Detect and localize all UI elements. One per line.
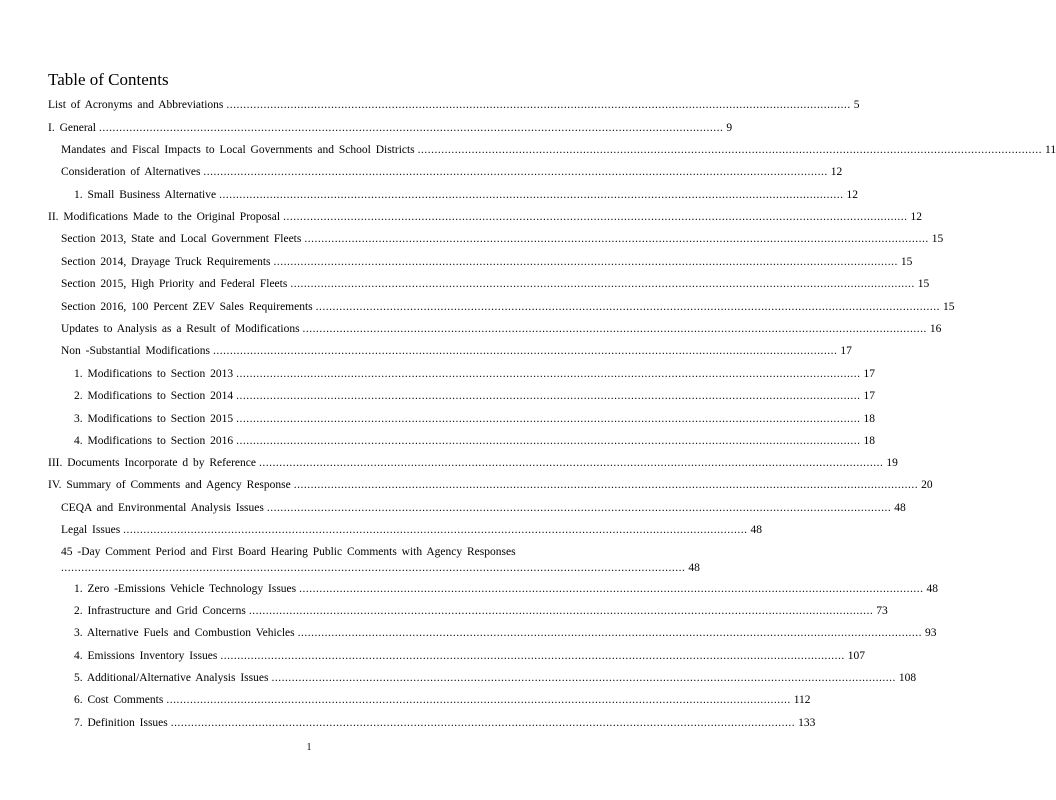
toc-entry-label: 5. Additional/Alternative Analysis Issues xyxy=(74,672,269,684)
dot-leader: ......................................................................................................................................................................................... xyxy=(213,345,838,357)
toc-entry-label: 4. Emissions Inventory Issues xyxy=(74,650,218,662)
toc-entry-label: Section 2016, 100 Percent ZEV Sales Requirements xyxy=(61,301,313,313)
toc-entry-page: 15 xyxy=(917,278,930,290)
dot-leader: ......................................................................................................................................................................................... xyxy=(166,694,791,706)
toc-entry[interactable] xyxy=(61,545,700,575)
dot-leader: ......................................................................................................................................................................................... xyxy=(283,211,908,223)
toc-entry-page: 112 xyxy=(793,694,811,706)
toc-entry-page: 133 xyxy=(798,717,816,729)
toc-entry-page: 73 xyxy=(876,605,888,617)
toc-entry[interactable] xyxy=(48,121,733,135)
dot-leader: ......................................................................................................................................................................................... xyxy=(170,717,796,729)
toc-entry-page: 17 xyxy=(863,390,875,402)
toc-entry-page: 20 xyxy=(921,479,933,491)
toc-entry-page: 48 xyxy=(894,502,906,514)
toc-entry[interactable] xyxy=(74,716,816,730)
toc-entry[interactable] xyxy=(74,367,875,381)
toc-entry[interactable] xyxy=(74,649,865,663)
toc-entry-page: 15 xyxy=(900,256,913,268)
toc-entry-page: 17 xyxy=(863,368,875,380)
toc-entry[interactable] xyxy=(74,604,888,618)
toc-entry-page: 48 xyxy=(750,524,763,536)
toc-entry-label: Mandates and Fiscal Impacts to Local Governments and School Districts xyxy=(61,144,415,156)
dot-leader: ......................................................................................................................................................................................... xyxy=(299,583,924,595)
toc-entry[interactable] xyxy=(61,300,955,314)
dot-leader: ......................................................................................................................................................................................... xyxy=(219,189,844,201)
dot-leader: ......................................................................................................................................................................................... xyxy=(271,672,896,684)
dot-leader: ......................................................................................................................................................................................... xyxy=(297,627,922,639)
dot-leader: ......................................................................................................................................................................................... xyxy=(290,278,915,290)
toc-entry-label: List of Acronyms and Abbreviations xyxy=(48,99,224,111)
toc-entry-page: 15 xyxy=(931,233,944,245)
dot-leader: ......................................................................................................................................................................................... xyxy=(248,605,874,617)
toc-entry[interactable] xyxy=(48,98,860,112)
dot-leader: ......................................................................................................................................................................................... xyxy=(123,524,748,536)
toc-entry-page: 48 xyxy=(926,583,939,595)
toc-entry-page: 12 xyxy=(910,211,922,223)
toc-entry-label: Updates to Analysis as a Result of Modifications xyxy=(61,323,300,335)
dot-leader: ......................................................................................................................................................................................... xyxy=(273,256,898,268)
toc-entry-page: 19 xyxy=(886,457,898,469)
toc-entry-label: 3. Modifications to Section 2015 xyxy=(74,413,234,425)
toc-entry[interactable] xyxy=(48,456,898,470)
toc-entry[interactable] xyxy=(74,434,875,448)
dot-leader: ......................................................................................................................................................................................... xyxy=(236,368,861,380)
toc-entry-page: 107 xyxy=(847,650,865,662)
dot-leader: ......................................................................................................................................................................................... xyxy=(236,390,861,402)
toc-entry-label: Section 2014, Drayage Truck Requirements xyxy=(61,256,271,268)
toc-entry[interactable] xyxy=(74,389,875,403)
toc-entry[interactable] xyxy=(61,344,852,358)
toc-entry-page: 93 xyxy=(924,627,937,639)
dot-leader: ......................................................................................................................................................................................... xyxy=(293,479,919,491)
toc-entry[interactable] xyxy=(61,277,930,291)
toc-entry[interactable] xyxy=(61,165,843,179)
toc-entry-label: 7. Definition Issues xyxy=(74,717,168,729)
toc-entry-label: CEQA and Environmental Analysis Issues xyxy=(61,502,264,514)
toc-entry[interactable] xyxy=(61,143,1056,157)
toc-entry-label: 2. Modifications to Section 2014 xyxy=(74,390,234,402)
toc-entry-label: Section 2013, State and Local Government Fleets xyxy=(61,233,302,245)
toc-entry-page: 48 xyxy=(688,562,700,574)
toc-entry-label: 4. Modifications to Section 2016 xyxy=(74,435,234,447)
toc-entry-label: IV. Summary of Comments and Agency Response xyxy=(48,479,291,491)
toc-entry-label: 1. Small Business Alternative xyxy=(74,189,217,201)
toc-entry-label: Legal Issues xyxy=(61,524,121,536)
toc-entry-page: 108 xyxy=(898,672,917,684)
toc-entry-label: 1. Zero -Emissions Vehicle Technology Issues xyxy=(74,583,297,595)
toc-entry-label: III. Documents Incorporate d by Reference xyxy=(48,457,256,469)
dot-leader: ......................................................................................................................................................................................... xyxy=(315,301,941,313)
dot-leader: ......................................................................................................................................................................................... xyxy=(236,435,861,447)
page-number: 1 xyxy=(306,742,312,753)
toc-entry-page: 17 xyxy=(840,345,852,357)
toc-entry[interactable] xyxy=(74,412,875,426)
dot-leader: ......................................................................................................................................................................................... xyxy=(304,233,929,245)
dot-leader: ......................................................................................................................................................................................... xyxy=(266,502,892,514)
dot-leader: ......................................................................................................................................................................................... xyxy=(203,166,828,178)
toc-entry[interactable] xyxy=(74,626,937,640)
toc-entry-label: II. Modifications Made to the Original Proposal xyxy=(48,211,281,223)
toc-entry[interactable] xyxy=(48,478,933,492)
toc-entry-page: 16 xyxy=(929,323,942,335)
toc-entry[interactable] xyxy=(61,232,944,246)
toc-entry-label: Consideration of Alternatives xyxy=(61,166,201,178)
toc-entry[interactable] xyxy=(74,188,858,202)
dot-leader: ......................................................................................................................................................................................... xyxy=(236,413,861,425)
toc-entry-label: Section 2015, High Priority and Federal Fleets xyxy=(61,278,288,290)
dot-leader: ......................................................................................................................................................................................... xyxy=(220,650,845,662)
toc-entry-label: Non -Substantial Modifications xyxy=(61,345,211,357)
toc-entry[interactable] xyxy=(61,255,913,269)
toc-entry[interactable] xyxy=(61,322,942,336)
toc-entry-page: 11 xyxy=(1045,144,1056,156)
toc-entry[interactable] xyxy=(74,582,939,596)
toc-entry-page: 12 xyxy=(830,166,843,178)
dot-leader: ......................................................................................................................................................................................... xyxy=(417,144,1043,156)
toc-entry-label: 6. Cost Comments xyxy=(74,694,164,706)
toc-entry[interactable] xyxy=(74,671,917,685)
toc-entry-label: I. General xyxy=(48,122,96,134)
toc-entry-label: 2. Infrastructure and Grid Concerns xyxy=(74,605,246,617)
toc-entry[interactable] xyxy=(48,210,922,224)
toc-entry-page: 5 xyxy=(853,99,860,111)
toc-entry[interactable] xyxy=(61,501,906,515)
toc-entry-label: 3. Alternative Fuels and Combustion Vehicles xyxy=(74,627,295,639)
dot-leader: ......................................................................................................................................................................................... xyxy=(226,99,851,111)
dot-leader: ......................................................................................................................................................................................... xyxy=(98,122,724,134)
toc-entry-page: 15 xyxy=(943,301,955,313)
dot-leader: ......................................................................................................................................................................................... xyxy=(258,457,884,469)
toc-entry[interactable] xyxy=(74,693,811,707)
toc-entry-page: 18 xyxy=(863,435,875,447)
toc-entry-label: 1. Modifications to Section 2013 xyxy=(74,368,234,380)
dot-leader: ......................................................................................................................................................................................... xyxy=(61,562,686,574)
toc-entry-page: 9 xyxy=(726,122,733,134)
toc-entry-page: 12 xyxy=(846,189,858,201)
dot-leader: ......................................................................................................................................................................................... xyxy=(302,323,927,335)
toc-entry[interactable] xyxy=(61,523,763,537)
toc-entry-label: 45 -Day Comment Period and First Board Hearing Public Comments with Agency Responses xyxy=(61,546,516,558)
toc-entry-page: 18 xyxy=(863,413,875,425)
page-title: Table of Contents xyxy=(48,70,169,89)
